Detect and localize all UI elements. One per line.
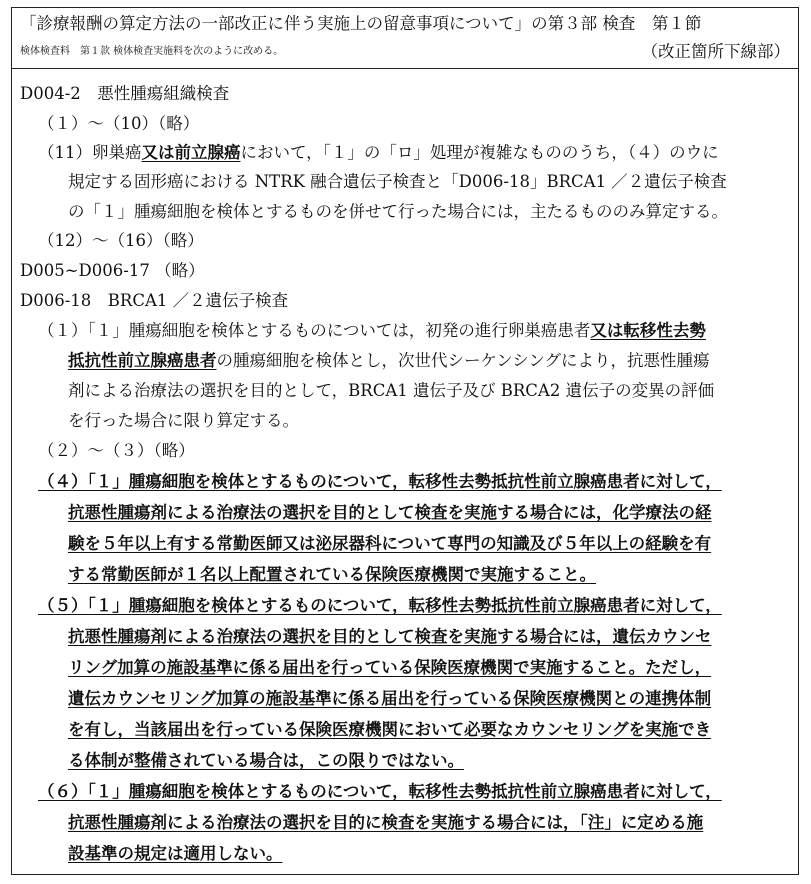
item-5-line-1: （５）「１」腫瘍細胞を検体とするものについて，転移性去勢抵抗性前立腺癌患者に対して， <box>38 596 722 615</box>
item-omitted-2-3: （２）～（３）（略） <box>38 441 195 460</box>
item-omitted-12-16: （12）～（16）（略） <box>38 231 204 250</box>
header-line-1: 「診療報酬の算定方法の一部改正に伴う実施上の留意事項について」の第３部 検査 第１節 <box>20 14 702 33</box>
header-box <box>12 8 798 69</box>
item-1-underlined-text-a: 又は転移性去勢 <box>590 321 706 340</box>
item-5-line-3: リング加算の施設基準に係る届出を行っている保険医療機関で実施すること。ただし， <box>68 658 712 677</box>
item-1-line-2 <box>68 351 710 371</box>
item-6-line-3: 設基準の規定は適用しない。 <box>68 844 283 863</box>
item-11-text-a: （11）卵巣癌 <box>38 143 142 162</box>
item-1-line-1 <box>38 321 706 341</box>
item-11-line-1 <box>38 143 719 163</box>
item-4-line-4: する常勤医師が１名以上配置されている保険医療機関で実施すること。 <box>68 565 596 584</box>
item-5-line-2: 抗悪性腫瘍剤による治療法の選択を目的として検査を実施する場合には，遺伝カウンセ <box>68 627 712 646</box>
item-11-underlined-text: 又は前立腺癌 <box>141 143 241 162</box>
item-1-line-3: 剤による治療法の選択を目的として，BRCA1 遺伝子及び BRCA2 遺伝子の変異の評価 <box>68 381 715 400</box>
item-4-line-1: （４）「１」腫瘍細胞を検体とするものについて，転移性去勢抵抗性前立腺癌患者に対して， <box>38 472 722 491</box>
section-d005-omitted: D005~D006-17 （略） <box>20 261 205 280</box>
section-title-d004-2: D004-2 悪性腫瘍組織検査 <box>20 84 230 103</box>
header-line-2: 検体検査料 第１款 検体検査実施料を次のように改める。 <box>20 46 284 57</box>
item-5-line-4: 遺伝カウンセリング加算の施設基準に係る届出を行っている保険医療機関との連携体制 <box>68 689 712 708</box>
item-5-line-5: を有し，当該届出を行っている保険医療機関において必要なカウンセリングを実施でき <box>68 720 712 739</box>
item-1-text-a: （１）「１」腫瘍細胞を検体とするものについては，初発の進行卵巣癌患者 <box>38 321 591 340</box>
item-omitted-1-10: （１）～（10）（略） <box>38 114 200 133</box>
item-6-line-2: 抗悪性腫瘍剤による治療法の選択を目的に検査を実施する場合には，「注」に定める施 <box>68 813 704 832</box>
item-6-line-1: （６）「１」腫瘍細胞を検体とするものについて，転移性去勢抵抗性前立腺癌患者に対して， <box>38 782 722 801</box>
item-1-line-4: を行った場合に限り算定する。 <box>68 411 299 430</box>
section-title-d006-18: D006-18 BRCA1 ／２遺伝子検査 <box>20 291 289 310</box>
item-11-line-3: の「１」腫瘍細胞を検体とするものを併せて行った場合には，主たるもののみ算定する。 <box>68 202 728 221</box>
item-1-underlined-text-b: 抵抗性前立腺癌患者 <box>68 351 217 370</box>
item-11-line-2: 規定する固形癌における NTRK 融合遺伝子検査と「D006-18」BRCA1 ／２遺伝子検査 <box>68 172 727 191</box>
item-5-line-6: る体制が整備されている場合は，この限りではない。 <box>68 751 464 770</box>
header-note: （改正箇所下線部） <box>641 42 790 61</box>
item-4-line-3: 験を５年以上有する常勤医師又は泌尿器科について専門の知識及び５年以上の経験を有 <box>68 534 712 553</box>
item-4-line-2: 抗悪性腫瘍剤による治療法の選択を目的として検査を実施する場合には，化学療法の経 <box>68 503 712 522</box>
item-1-text-b: の腫瘍細胞を検体とし，次世代シーケンシングにより，抗悪性腫瘍 <box>216 351 710 370</box>
item-11-text-c: において，「１」の「ロ」処理が複雑なもののうち，（４）のウに <box>240 143 719 162</box>
document-frame <box>11 7 799 875</box>
